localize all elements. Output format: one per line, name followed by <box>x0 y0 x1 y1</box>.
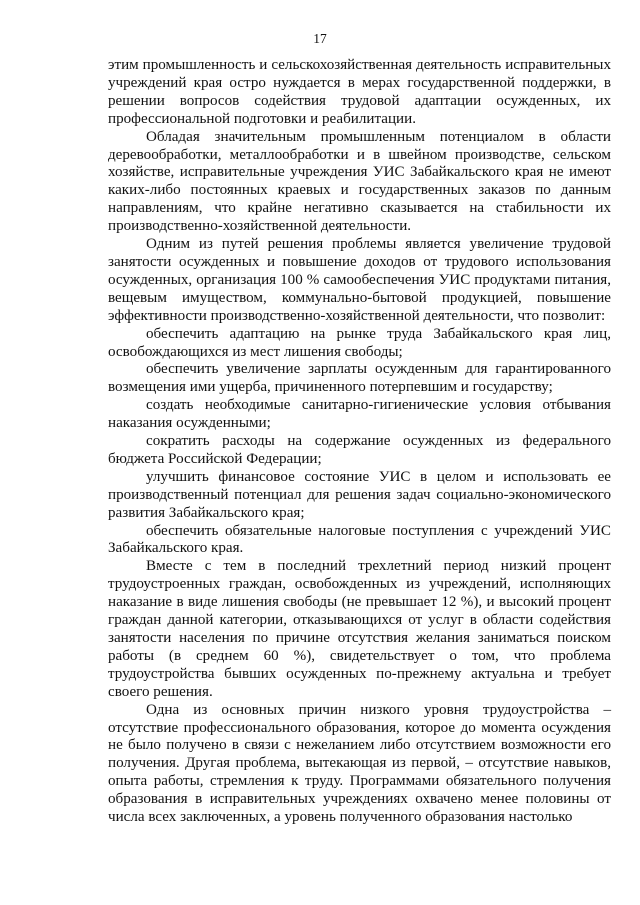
page-number: 17 <box>313 31 327 46</box>
list-item: сократить расходы на содержание осужденных из федерального бюджета Российской Федерации; <box>108 433 611 467</box>
paragraph: Одна из основных причин низкого уровня трудоустройства – отсутствие профессионального образования, которое до момента осуждения не было получено в связи с нежеланием либо отсутствием возможности его получения. Другая проблема, вытекающая из первой, – отсутствие навыков, опыта работы, стремления к труду. Программами обязательного получения образования в исправительных учреждениях охвачено менее половины от числа всех заключенных, а уровень полученного образования настолько <box>108 701 611 826</box>
body-text <box>108 57 611 827</box>
list-item: создать необходимые санитарно-гигиенические условия отбывания наказания осужденными; <box>108 397 611 432</box>
paragraph: Обладая значительным промышленным потенциалом в области деревообработки, металлообработки и в швейном производстве, сельском хозяйстве, исправительные учреждения УИС Забайкальского края не имеют каких-либо постоянных краевых и государственных заказов по данным направлениям, что крайне негативно сказывается на стабильности их производственно-хозяйственной деятельности. <box>108 128 611 235</box>
list-item: обеспечить обязательные налоговые поступления с учреждений УИС Забайкальского края. <box>108 522 611 557</box>
paragraph: Вместе с тем в последний трехлетний период низкий процент трудоустроенных граждан, освобожденных из учреждений, исполняющих наказание в виде лишения свободы (не превышает 12 %), и высокий процент граждан данной категории, отказывающихся от услуг в области содействия занятости населения по причине отсутствия желания заниматься поиском работы (в среднем 60 %), свидетельствует о том, что проблема трудоустройства бывших осужденных по-прежнему актуальна и требует своего решения. <box>108 558 611 700</box>
list-item: обеспечить адаптацию на рынке труда Забайкальского края лиц, освобождающихся из мест лишения свободы; <box>108 325 611 360</box>
paragraph: Одним из путей решения проблемы является увеличение трудовой занятости осужденных и повышение доходов от трудового использования осужденных, организация 100 % самообеспечения УИС продуктами питания, вещевым имуществом, коммунально-бытовой продукцией, повышение эффективности производственно-хозяйственной деятельности, что позволит: <box>108 236 611 324</box>
list-item: улучшить финансовое состояние УИС в целом и использовать ее производственный потенциал для решения задач социально-экономического развития Забайкальского края; <box>108 468 611 521</box>
list-item: обеспечить увеличение зарплаты осужденным для гарантированного возмещения ими ущерба, причиненного потерпевшим и государству; <box>108 361 611 396</box>
paragraph: этим промышленность и сельскохозяйственная деятельность исправительных учреждений края остро нуждается в мерах государственной поддержки, в решении вопросов содействия трудовой адаптации осужденных, их профессиональной подготовки и реабилитации. <box>108 57 611 127</box>
